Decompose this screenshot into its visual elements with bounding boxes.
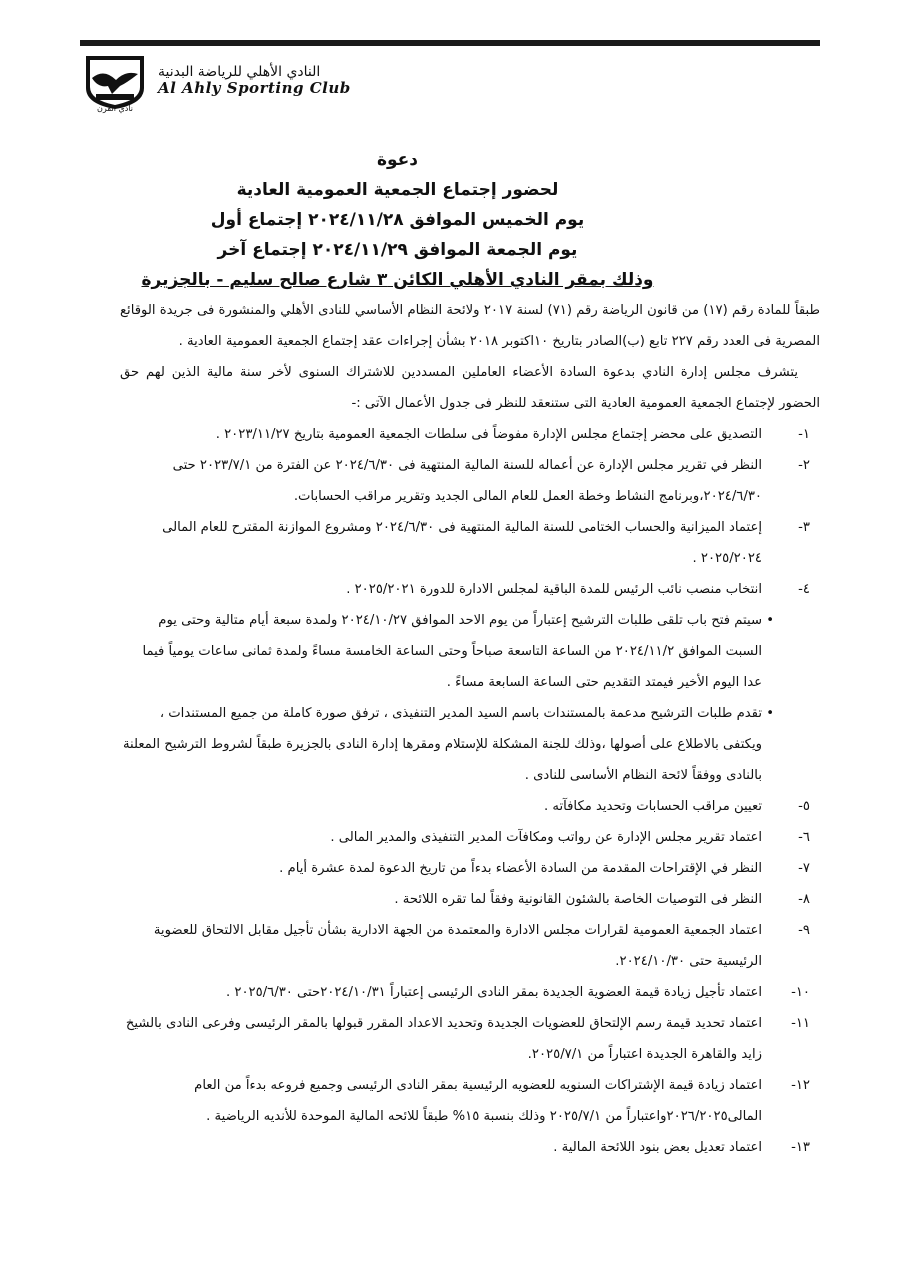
second-meeting-date: يوم الجمعة الموافق ٢٠٢٤/١١/٢٩ إجتماع آخر xyxy=(217,240,578,260)
agenda-item-text: اعتماد الجمعية العمومية لقرارات مجلس الادارة والمعتمدة من الجهة الادارية بشأن تأجيل مقابل الالتحاق للعضوية الرئيسية حتى ٢٠٢٤/١٠/٣٠. xyxy=(153,923,762,969)
agenda-item-number: ٦- xyxy=(798,830,810,845)
agenda-sub-bullet xyxy=(120,698,820,791)
agenda-item-text: اعتماد تعديل بعض بنود اللائحة المالية . xyxy=(553,1140,762,1155)
agenda-item xyxy=(120,1070,820,1132)
agenda-item-number: ٥- xyxy=(798,799,810,814)
agenda-item-text: إعتماد الميزانية والحساب الختامى للسنة المالية المنتهية فى ٢٠٢٤/٦/٣٠ ومشروع الموازنة المقترح للعام المالى ٢٠٢٥/٢٠٢٤ . xyxy=(162,520,762,566)
agenda-item-number: ٢- xyxy=(798,458,810,473)
agenda-item-text: اعتماد زيادة قيمة الإشتراكات السنويه للعضويه الرئيسية بمقر النادى الرئيسى وجميع فروعه بدءاً من العام المالى٢٠٢٦/٢٠٢٥واعتباراً من ٢٠٢٥/٧/١ وذلك بنسبة ١٥% طبقاً للائحه المالية الموحدة للأنديه الرياضية . xyxy=(194,1078,762,1124)
agenda-item-number: ١٢- xyxy=(791,1078,810,1093)
agenda-list xyxy=(120,419,820,1163)
meeting-venue: وذلك بمقر النادي الأهلي الكائن ٣ شارع صالح سليم - بالجزيرة xyxy=(141,270,654,290)
agenda-item-number: ١- xyxy=(798,427,810,442)
club-name-arabic: النادي الأهلي للرياضة البدنية xyxy=(158,64,321,80)
agenda-item xyxy=(120,450,820,512)
agenda-item xyxy=(120,1132,820,1163)
agenda-item-text: تعيين مراقب الحسابات وتحديد مكافآته . xyxy=(543,799,762,814)
legal-basis-paragraph: طبقاً للمادة رقم (١٧) من قانون الرياضة رقم (٧١) لسنة ٢٠١٧ ولائحة النظام الأساسي للنادى الأهلي والمنشورة فى جريدة الوقائع المصرية فى العدد رقم ٢٢٧ تابع (ب)الصادر بتاريخ ١٠اكتوبر ٢٠١٨ بشأن إجراءات عقد إجتماع الجمعية العمومية العادية . xyxy=(120,303,820,349)
agenda-item xyxy=(120,512,820,574)
agenda-item-number: ٨- xyxy=(798,892,810,907)
agenda-item-text: اعتماد تحديد قيمة رسم الإلتحاق للعضويات الجديدة وتحديد الاعداد المقرر قبولها بالمقر الرئيسى وفرعى النادى بالشيخ زايد والقاهرة الجديدة اعتباراً من ٢٠٢٥/٧/١. xyxy=(125,1016,762,1062)
agenda-item-number: ٣- xyxy=(798,520,810,535)
agenda-item-text: اعتماد تقرير مجلس الإدارة عن رواتب ومكافآت المدير التنفيذى والمدير المالى . xyxy=(330,830,762,845)
agenda-item-number: ٩- xyxy=(798,923,810,938)
agenda-item-text: النظر في تقرير مجلس الإدارة عن أعماله للسنة المالية المنتهية فى ٢٠٢٤/٦/٣٠ عن الفترة من ٢٠٢٣/٧/١ حتى ٢٠٢٤/٦/٣٠،وبرنامج النشاط وخطة العمل للعام المالى الجديد وتقرير مراقب الحسابات. xyxy=(172,458,762,504)
meeting-subject: لحضور إجتماع الجمعية العمومية العادية xyxy=(236,180,559,200)
agenda-item xyxy=(120,822,820,853)
logo-caption: نادي القرن xyxy=(96,104,134,113)
invitation-document xyxy=(120,145,820,1163)
agenda-item xyxy=(120,1008,820,1070)
agenda-item-text: النظر فى التوصيات الخاصة بالشئون القانونية وفقاً لما تقره اللائحة . xyxy=(394,892,762,907)
agenda-item xyxy=(120,791,820,822)
agenda-item-number: ١٣- xyxy=(791,1140,810,1155)
bullet-icon: • xyxy=(766,613,774,628)
agenda-item-text: التصديق على محضر إجتماع مجلس الإدارة مفوضاً فى سلطات الجمعية العمومية بتاريخ ٢٠٢٣/١١/٢٧ . xyxy=(215,427,762,442)
agenda-item xyxy=(120,977,820,1008)
agenda-item xyxy=(120,884,820,915)
header-rule xyxy=(80,40,820,46)
agenda-item xyxy=(120,915,820,977)
agenda-item xyxy=(120,853,820,884)
agenda-item-text: النظر في الإقتراحات المقدمة من السادة الأعضاء بدءاً من تاريخ الدعوة لمدة عشرة أيام . xyxy=(279,861,762,876)
agenda-item-number: ١٠- xyxy=(791,985,810,1000)
agenda-item xyxy=(120,419,820,450)
document-title: دعوة xyxy=(376,150,419,170)
club-name-english: Al Ahly Sporting Club xyxy=(158,79,351,97)
agenda-bullet-text: سيتم فتح باب تلقى طلبات الترشيح إعتباراً من يوم الاحد الموافق ٢٠٢٤/١٠/٢٧ ولمدة سبعة أيام متالية وحتى يوم السبت الموافق ٢٠٢٤/١١/٢ من الساعة التاسعة صباحاً وحتى الساعة الخامسة مساءً ولمدة ثمانى ساعات يومياً فيما عدا اليوم الأخير فيمتد التقديم حتى الساعة السابعة مساءً . xyxy=(142,613,762,690)
agenda-bullet-text: تقدم طلبات الترشيح مدعمة بالمستندات باسم السيد المدير التنفيذى ، ترفق صورة كاملة من جميع المستندات ، ويكتفى بالاطلاع على أصولها ،وذلك للجنة المشكلة للإستلام ومقرها إدارة النادى بالجزيرة طبقاً لشروط الترشيح المعلنة بالنادى ووفقاً لائحة النظام الأساسى للنادى . xyxy=(122,706,762,783)
agenda-item xyxy=(120,574,820,605)
agenda-item-number: ٧- xyxy=(798,861,810,876)
agenda-item-number: ٤- xyxy=(798,582,810,597)
first-meeting-date: يوم الخميس الموافق ٢٠٢٤/١١/٢٨ إجتماع أول xyxy=(210,210,585,230)
agenda-sub-bullet xyxy=(120,605,820,698)
agenda-item-text: اعتماد تأجيل زيادة قيمة العضوية الجديدة بمقر النادى الرئيسى إعتباراً ٢٠٢٤/١٠/٣١حتى ٢٠٢٥/٦/٣٠ . xyxy=(226,985,762,1000)
agenda-item-number: ١١- xyxy=(791,1016,810,1031)
agenda-item-text: انتخاب منصب نائب الرئيس للمدة الباقية لمجلس الادارة للدورة ٢٠٢٥/٢٠٢١ . xyxy=(346,582,762,597)
bullet-icon: • xyxy=(766,706,774,721)
club-crest-logo xyxy=(82,54,148,110)
invitation-paragraph: يتشرف مجلس إدارة النادي بدعوة السادة الأعضاء العاملين المسددين للاشتراك السنوى لأخر سنة مالية الذين لهم حق الحضور لإجتماع الجمعية العمومية العادية التى ستنعقد للنظر فى جدول الأعمال الآتى :- xyxy=(120,365,820,411)
